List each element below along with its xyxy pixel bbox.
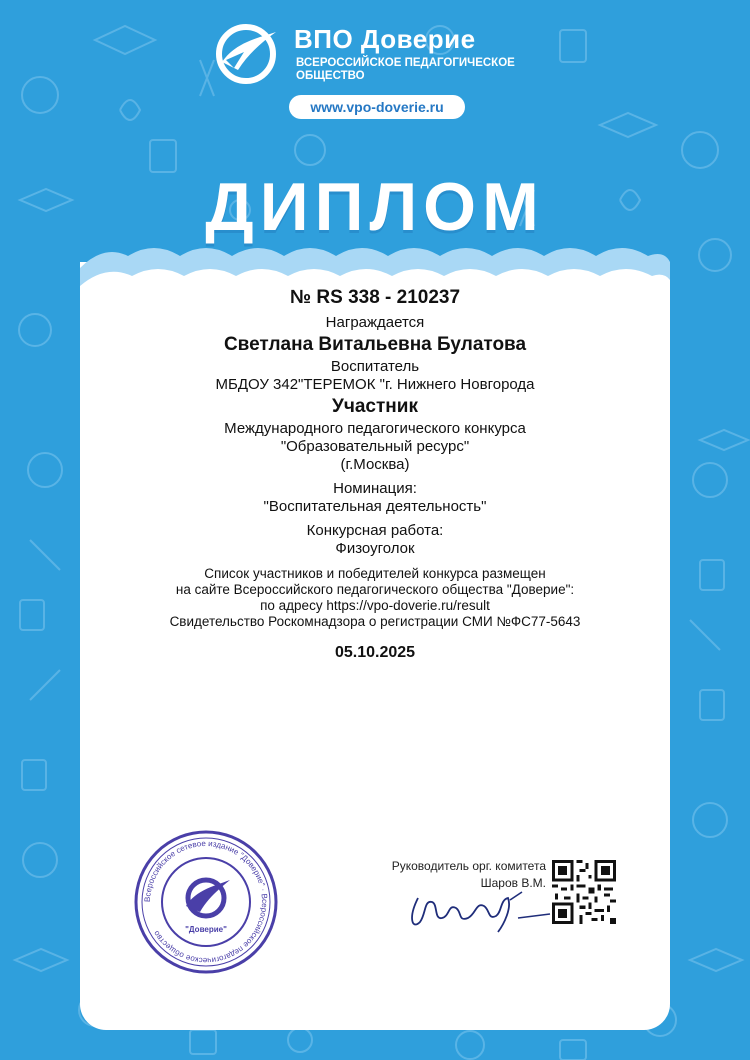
seal-ring-text: Всероссийское сетевое издание "Доверие" · Всероссийское педагогическое общество <box>142 838 270 966</box>
signer-name: Шаров В.М. <box>480 876 546 890</box>
brand-name: ВПО Доверие <box>294 24 476 54</box>
work-label: Конкурсная работа: <box>306 522 444 539</box>
diploma-title: ДИПЛОМ <box>205 169 545 245</box>
contest-line-3: (г.Москва) <box>340 456 410 473</box>
contest-line-2: "Образовательный ресурс" <box>280 438 470 455</box>
brand-logo-icon <box>214 22 280 84</box>
awarded-label: Награждается <box>325 314 425 331</box>
contest-line-1: Международного педагогического конкурса <box>224 420 526 437</box>
organization-seal <box>132 828 280 976</box>
issue-date: 05.10.2025 <box>334 644 416 661</box>
signer-role: Руководитель орг. комитета <box>391 859 546 873</box>
notice-line-1: Список участников и победителей конкурса размещен <box>204 566 546 581</box>
recipient-position: Воспитатель <box>330 358 420 375</box>
handwritten-signature <box>398 878 554 938</box>
notice-line-4: Свидетельство Роскомнадзора о регистрации СМИ №ФС77-5643 <box>169 614 581 629</box>
recipient-institution: МБДОУ 342"ТЕРЕМОК "г. Нижнего Новгорода <box>215 376 535 393</box>
award-status: Участник <box>332 396 418 417</box>
diploma-number: № RS 338 - 210237 <box>289 287 461 308</box>
diploma-content <box>80 286 670 662</box>
qr-code[interactable] <box>552 860 616 924</box>
seal-inner-text: "Доверие" <box>185 925 227 934</box>
website-link[interactable]: www.vpo-doverie.ru <box>289 95 465 119</box>
notice-line-2: на сайте Всероссийского педагогического общества "Доверие": <box>175 582 575 597</box>
nomination-value: "Воспитательная деятельность" <box>263 498 487 515</box>
brand-subtitle: ВСЕРОССИЙСКОЕ ПЕДАГОГИЧЕСКОЕ ОБЩЕСТВО <box>296 57 515 82</box>
recipient-name: Светлана Витальевна Булатова <box>223 334 527 355</box>
notice-line-3: по адресу https://vpo-doverie.ru/result <box>260 598 490 613</box>
work-value: Физоуголок <box>335 540 415 557</box>
nomination-label: Номинация: <box>333 480 417 497</box>
